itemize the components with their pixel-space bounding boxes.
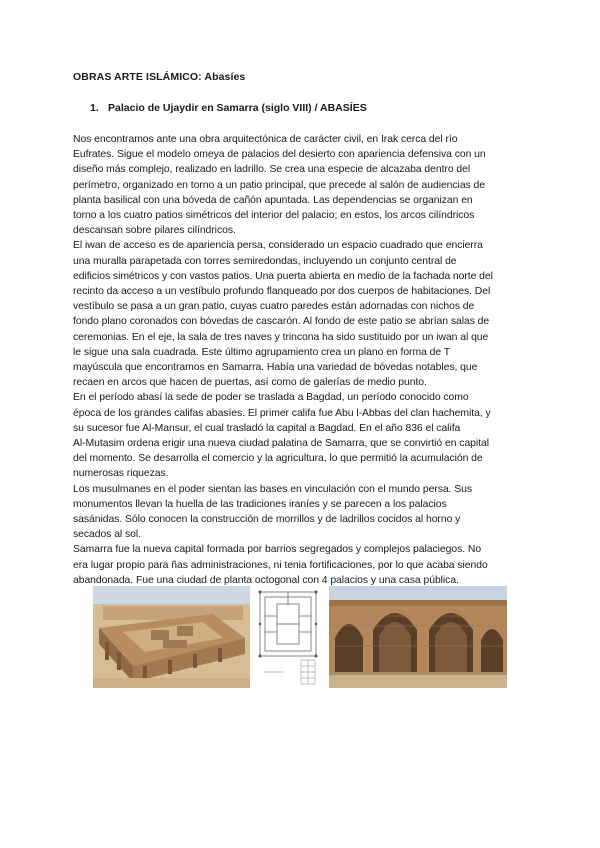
text-line: era lugar propio para ñas administraciones, ni tenia fortificaciones, por lo que acaba siendo xyxy=(73,559,488,571)
section-heading-text: Palacio de Ujaydir en Samarra (siglo VIII) / ABASÍES xyxy=(108,102,367,114)
text-line: planta basilical con una bóveda de cañón apuntada. Las dependencias se organizan en xyxy=(73,194,473,206)
text-line: ceremonias. En el eje, la sala de tres naves y trincona ha sido sustituido por un iwan al que xyxy=(73,331,489,343)
paragraph-1 xyxy=(73,132,533,238)
section-heading xyxy=(90,102,367,114)
floor-plan-drawing xyxy=(255,586,321,688)
text-line: sasánidas. Sólo conocen la construcción de morrillos y de ladrillos cocidos al horno y xyxy=(73,514,461,526)
paragraph-4 xyxy=(73,482,533,543)
text-line: mayúscula que encontramos en Samarra. Había una variedad de bóvedas notables, que xyxy=(73,362,478,374)
text-line: una muralla parapetada con torres semiredondas, incluyendo un conjunto central de xyxy=(73,255,457,267)
text-line: vestíbulo se pasa a un gran patio, cuyas cuatro paredes están adornadas con nichos de xyxy=(73,301,475,313)
text-line: época de los grandes califas abasíes. El primer califa fue Abu l-Abbas del clan hachemita, y xyxy=(73,407,491,419)
text-line: El iwan de acceso es de apariencia persa, considerado un espacio cuadrado que encierra xyxy=(73,240,483,252)
paragraph-3 xyxy=(73,390,533,481)
text-line: Al-Mutasim ordena erigir una nueva ciudad palatina de Samarra, que se convirtió en capital xyxy=(73,438,489,450)
text-line: le sigue una sala cuadrada. Este último agrupamiento crea un plano en forma de T xyxy=(73,346,451,358)
text-line: abandonada. Fue una ciudad de planta octogonal con 4 palacios y una casa pública. xyxy=(73,574,459,586)
text-line: monumentos llevan la huella de las tradiciones iraníes y se parecen a los palacios xyxy=(73,498,447,510)
text-line: En el período abasí la sede de poder se traslada a Bagdad, un período conocido como xyxy=(73,392,469,404)
text-line: secados al sol. xyxy=(73,529,141,541)
text-line: torno a los cuatro patios simétricos del interior del palacio; en estos, los arcos cilíndricos xyxy=(73,210,475,222)
text-line: Samarra fue la nueva capital formada por barrios segregados y complejos palaciegos. No xyxy=(73,544,482,556)
text-line: edificios simétricos y con vastos patios. Una puerta abierta en medio de la fachada norte del xyxy=(73,270,493,282)
text-line: descansan sobre pilares cilíndricos. xyxy=(73,225,236,237)
aerial-photo-palace xyxy=(93,586,250,688)
text-line: Los musulmanes en el poder sientan las bases en vinculación con el mundo persa. Sus xyxy=(73,483,473,495)
text-line: perímetro, organizado en torno a un patio principal, que precede al salón de audiencias de xyxy=(73,179,485,191)
text-line: diseño más complejo, realizado en ladrillo. Se crea una especie de alcazaba dentro del xyxy=(73,164,471,176)
text-line: fondo plano coronados con bóvedas de cascarón. Al fondo de este patio se abrían salas de xyxy=(73,316,490,328)
document-title: OBRAS ARTE ISLÁMICO: Abasíes xyxy=(73,71,246,83)
text-line: su sucesor fue Al-Mansur, el cual trasladó la capital a Bagdad. En el año 836 el califa xyxy=(73,422,461,434)
body-text xyxy=(73,132,533,588)
text-line: Nos encontramos ante una obra arquitectónica de carácter civil, en Irak cerca del río xyxy=(73,134,458,145)
paragraph-5 xyxy=(73,542,533,588)
text-line: del momento. Se desarrolla el comercio y la agricultura, lo que permitió la acumulación de xyxy=(73,453,483,465)
text-line: recinto da acceso a un vestíbulo profundo flanqueado por dos cuerpos de habitaciones. Del xyxy=(73,286,491,298)
iwan-arches-photo xyxy=(329,586,507,688)
text-line: Eufrates. Sigue el modelo omeya de palacios del desierto con apariencia defensiva con un xyxy=(73,149,486,161)
text-line: recaen en arcos que hacen de puertas, así como de galerías de medio punto. xyxy=(73,377,427,389)
text-line: numerosas riquezas. xyxy=(73,468,169,480)
section-number: 1. xyxy=(90,102,99,114)
paragraph-2 xyxy=(73,238,533,390)
